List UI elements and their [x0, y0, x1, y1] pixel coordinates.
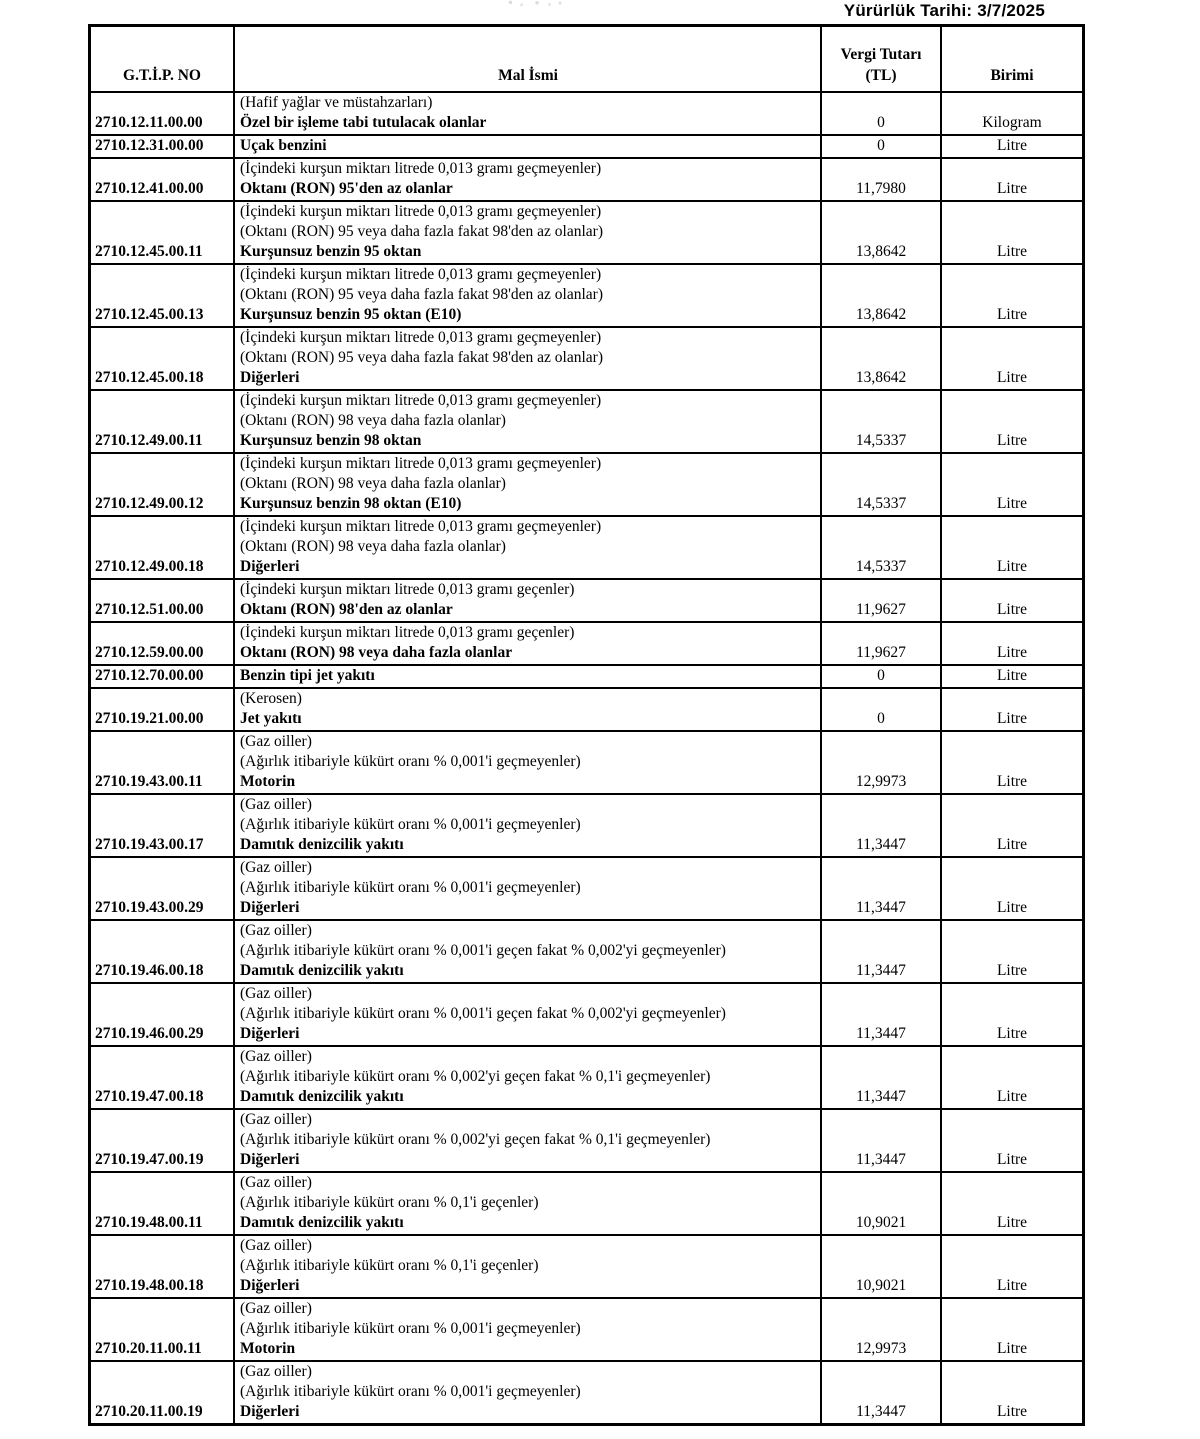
desc-lines — [240, 623, 816, 643]
cell-product-desc — [235, 1299, 822, 1360]
table-row — [91, 982, 1082, 1045]
tax-amount: 0 — [877, 710, 885, 727]
cell-unit — [942, 1236, 1082, 1297]
cell-unit — [942, 1110, 1082, 1171]
desc-line: (Ağırlık itibariyle kükürt oranı % 0,001'i geçmeyenler) — [240, 753, 581, 770]
desc-lines — [240, 984, 816, 1024]
effective-date-label: Yürürlük Tarihi: 3/7/2025 — [843, 1, 1045, 20]
cell-product-desc — [235, 159, 822, 200]
tax-amount: 13,8642 — [855, 369, 907, 386]
cell-tax-amount — [822, 984, 942, 1045]
cell-tax-amount — [822, 136, 942, 157]
product-name: Kurşunsuz benzin 95 oktan — [240, 243, 422, 260]
tax-amount: 14,5337 — [855, 495, 907, 512]
cell-gtip-code — [91, 93, 235, 134]
desc-lines — [240, 454, 816, 494]
desc-line: (İçindeki kurşun miktarı litrede 0,013 gramı geçmeyenler) — [240, 329, 602, 346]
desc-line: (Ağırlık itibariyle kükürt oranı % 0,001'i geçmeyenler) — [240, 879, 581, 896]
gtip-code: 2710.12.31.00.00 — [95, 137, 204, 154]
header-birimi-label: Birimi — [990, 67, 1034, 84]
desc-line: (Ağırlık itibariyle kükürt oranı % 0,001'i geçmeyenler) — [240, 816, 581, 833]
desc-line: (Gaz oiller) — [240, 1300, 312, 1317]
tax-amount: 11,7980 — [856, 180, 906, 197]
cell-tax-amount — [822, 159, 942, 200]
desc-lines — [240, 1047, 816, 1087]
product-name: Oktanı (RON) 98'den az olanlar — [240, 601, 453, 618]
gtip-code: 2710.20.11.00.11 — [95, 1340, 202, 1357]
cell-product-desc — [235, 454, 822, 515]
desc-lines — [240, 580, 816, 600]
cell-unit — [942, 858, 1082, 919]
desc-line: (Gaz oiller) — [240, 1237, 312, 1254]
tax-amount: 14,5337 — [855, 432, 907, 449]
unit-value: Litre — [996, 306, 1028, 323]
desc-lines — [240, 1362, 816, 1402]
desc-lines — [240, 732, 816, 772]
product-name: Diğerleri — [240, 369, 300, 386]
table-row — [91, 1234, 1082, 1297]
desc-line: (İçindeki kurşun miktarı litrede 0,013 gramı geçmeyenler) — [240, 160, 602, 177]
desc-lines — [240, 159, 816, 179]
cell-product-desc — [235, 202, 822, 263]
cell-gtip-code — [91, 1173, 235, 1234]
header-cell-gtip-no — [91, 27, 235, 91]
unit-value: Litre — [996, 558, 1028, 575]
gtip-code: 2710.12.45.00.13 — [95, 306, 204, 323]
table-row — [91, 664, 1082, 687]
cell-unit — [942, 1173, 1082, 1234]
table-row — [91, 793, 1082, 856]
gtip-code: 2710.19.48.00.18 — [95, 1277, 204, 1294]
header-cell-birimi — [942, 27, 1082, 91]
cell-tax-amount — [822, 1110, 942, 1171]
cell-tax-amount — [822, 732, 942, 793]
gtip-code: 2710.12.51.00.00 — [95, 601, 204, 618]
desc-line: (Kerosen) — [240, 690, 302, 707]
unit-value: Litre — [996, 369, 1028, 386]
cell-unit — [942, 984, 1082, 1045]
cell-unit — [942, 580, 1082, 621]
unit-value: Litre — [996, 1025, 1028, 1042]
unit-value: Litre — [996, 137, 1028, 154]
gtip-code: 2710.19.46.00.29 — [95, 1025, 204, 1042]
cell-tax-amount — [822, 689, 942, 730]
tax-amount: 12,9973 — [855, 773, 907, 790]
desc-lines — [240, 795, 816, 835]
cell-product-desc — [235, 265, 822, 326]
desc-lines — [240, 391, 816, 431]
unit-value: Kilogram — [982, 114, 1042, 131]
gtip-code: 2710.19.21.00.00 — [95, 710, 204, 727]
cell-product-desc — [235, 984, 822, 1045]
gtip-code: 2710.12.45.00.11 — [95, 243, 203, 260]
tariff-table — [88, 24, 1085, 1426]
table-row — [91, 389, 1082, 452]
gtip-code: 2710.12.11.00.00 — [95, 114, 203, 131]
cell-product-desc — [235, 921, 822, 982]
cell-unit — [942, 391, 1082, 452]
product-name: Jet yakıtı — [240, 710, 302, 727]
product-name: Damıtık denizcilik yakıtı — [240, 1088, 404, 1105]
cell-unit — [942, 623, 1082, 664]
unit-value: Litre — [996, 1088, 1028, 1105]
cell-tax-amount — [822, 795, 942, 856]
product-name: Diğerleri — [240, 558, 300, 575]
gtip-code: 2710.12.59.00.00 — [95, 644, 204, 661]
unit-value: Litre — [996, 432, 1028, 449]
cell-product-desc — [235, 328, 822, 389]
desc-line: (Oktanı (RON) 95 veya daha fazla fakat 98'den az olanlar) — [240, 286, 604, 303]
gtip-code: 2710.19.48.00.11 — [95, 1214, 203, 1231]
table-row — [91, 919, 1082, 982]
cell-unit — [942, 1299, 1082, 1360]
unit-value: Litre — [996, 644, 1028, 661]
gtip-code: 2710.12.41.00.00 — [95, 180, 204, 197]
tax-amount: 11,3447 — [856, 1151, 906, 1168]
desc-line: (İçindeki kurşun miktarı litrede 0,013 gramı geçmeyenler) — [240, 203, 602, 220]
product-name: Kurşunsuz benzin 98 oktan (E10) — [240, 495, 462, 512]
product-name: Özel bir işleme tabi tutulacak olanlar — [240, 114, 487, 131]
tax-amount: 11,3447 — [856, 1403, 906, 1420]
tax-amount: 0 — [877, 137, 885, 154]
tax-amount: 11,3447 — [856, 1088, 906, 1105]
desc-line: (İçindeki kurşun miktarı litrede 0,013 gramı geçenler) — [240, 624, 575, 641]
table-row — [91, 515, 1082, 578]
header-cell-vergi-tutari — [822, 27, 942, 91]
cell-unit — [942, 517, 1082, 578]
cell-product-desc — [235, 136, 822, 157]
desc-line: (Gaz oiller) — [240, 1111, 312, 1128]
cell-product-desc — [235, 689, 822, 730]
cell-unit — [942, 136, 1082, 157]
desc-line: (Ağırlık itibariyle kükürt oranı % 0,001'i geçen fakat % 0,002'yi geçmeyenler) — [240, 942, 726, 959]
desc-lines — [240, 1173, 816, 1213]
cell-product-desc — [235, 732, 822, 793]
desc-line: (Gaz oiller) — [240, 796, 312, 813]
tax-amount: 11,3447 — [856, 1025, 906, 1042]
desc-line: (Ağırlık itibariyle kükürt oranı % 0,1'i geçenler) — [240, 1194, 539, 1211]
desc-line: (Ağırlık itibariyle kükürt oranı % 0,002'yi geçen fakat % 0,1'i geçmeyenler) — [240, 1068, 711, 1085]
desc-line: (Gaz oiller) — [240, 985, 312, 1002]
cell-product-desc — [235, 1173, 822, 1234]
header-vergi-line1: Vergi Tutarı — [840, 46, 922, 63]
cell-tax-amount — [822, 454, 942, 515]
cell-gtip-code — [91, 1110, 235, 1171]
clipped-text-fragment — [503, 0, 565, 8]
product-name: Diğerleri — [240, 899, 300, 916]
cell-tax-amount — [822, 1236, 942, 1297]
cell-product-desc — [235, 517, 822, 578]
header-vergi-line2: (TL) — [865, 67, 897, 84]
cell-gtip-code — [91, 517, 235, 578]
unit-value: Litre — [996, 773, 1028, 790]
unit-value: Litre — [996, 1214, 1028, 1231]
tax-amount: 10,9021 — [855, 1277, 907, 1294]
cell-product-desc — [235, 1362, 822, 1423]
table-row — [91, 1360, 1082, 1423]
cell-tax-amount — [822, 328, 942, 389]
cell-gtip-code — [91, 623, 235, 664]
desc-lines — [240, 93, 816, 113]
unit-value: Litre — [996, 667, 1028, 684]
gtip-code: 2710.19.43.00.17 — [95, 836, 204, 853]
gtip-code: 2710.12.49.00.12 — [95, 495, 204, 512]
gtip-code: 2710.19.43.00.11 — [95, 773, 203, 790]
desc-lines — [240, 202, 816, 242]
tax-amount: 11,3447 — [856, 836, 906, 853]
product-name: Benzin tipi jet yakıtı — [240, 667, 375, 684]
gtip-code: 2710.12.49.00.18 — [95, 558, 204, 575]
table-row — [91, 578, 1082, 621]
cell-unit — [942, 454, 1082, 515]
tax-amount: 0 — [877, 667, 885, 684]
cell-gtip-code — [91, 732, 235, 793]
unit-value: Litre — [996, 495, 1028, 512]
product-name: Uçak benzini — [240, 137, 327, 154]
gtip-code: 2710.19.43.00.29 — [95, 899, 204, 916]
cell-tax-amount — [822, 517, 942, 578]
cell-product-desc — [235, 666, 822, 687]
table-row — [91, 621, 1082, 664]
table-row — [91, 91, 1082, 134]
cell-tax-amount — [822, 858, 942, 919]
desc-line: (Oktanı (RON) 95 veya daha fazla fakat 98'den az olanlar) — [240, 223, 604, 240]
tax-amount: 0 — [877, 114, 885, 131]
cell-gtip-code — [91, 1299, 235, 1360]
cell-unit — [942, 1047, 1082, 1108]
cell-gtip-code — [91, 580, 235, 621]
cell-unit — [942, 795, 1082, 856]
table-row — [91, 1297, 1082, 1360]
table-row — [91, 134, 1082, 157]
cell-tax-amount — [822, 391, 942, 452]
table-row — [91, 1045, 1082, 1108]
table-row — [91, 263, 1082, 326]
table-row — [91, 157, 1082, 200]
cell-gtip-code — [91, 265, 235, 326]
cell-gtip-code — [91, 159, 235, 200]
desc-lines — [240, 328, 816, 368]
unit-value: Litre — [996, 1403, 1028, 1420]
header-mal-ismi-label: Mal İsmi — [498, 67, 558, 84]
desc-lines — [240, 858, 816, 898]
header-cell-mal-ismi — [235, 27, 822, 91]
product-name: Motorin — [240, 1340, 296, 1357]
desc-line: (İçindeki kurşun miktarı litrede 0,013 gramı geçmeyenler) — [240, 455, 602, 472]
cell-tax-amount — [822, 1047, 942, 1108]
desc-lines — [240, 1299, 816, 1339]
cell-gtip-code — [91, 689, 235, 730]
desc-line: (Ağırlık itibariyle kükürt oranı % 0,002'yi geçen fakat % 0,1'i geçmeyenler) — [240, 1131, 711, 1148]
cell-tax-amount — [822, 580, 942, 621]
cell-unit — [942, 328, 1082, 389]
gtip-code: 2710.12.70.00.00 — [95, 667, 204, 684]
cell-tax-amount — [822, 623, 942, 664]
cell-tax-amount — [822, 93, 942, 134]
unit-value: Litre — [996, 243, 1028, 260]
desc-line: (İçindeki kurşun miktarı litrede 0,013 gramı geçmeyenler) — [240, 266, 602, 283]
cell-gtip-code — [91, 1362, 235, 1423]
cell-gtip-code — [91, 202, 235, 263]
table-row — [91, 452, 1082, 515]
tax-amount: 12,9973 — [855, 1340, 907, 1357]
desc-line: (Ağırlık itibariyle kükürt oranı % 0,1'i geçenler) — [240, 1257, 539, 1274]
desc-line: (Ağırlık itibariyle kükürt oranı % 0,001'i geçmeyenler) — [240, 1320, 581, 1337]
unit-value: Litre — [996, 836, 1028, 853]
gtip-code: 2710.19.46.00.18 — [95, 962, 204, 979]
unit-value: Litre — [996, 710, 1028, 727]
unit-value: Litre — [996, 601, 1028, 618]
cell-unit — [942, 93, 1082, 134]
cell-unit — [942, 921, 1082, 982]
desc-line: (Gaz oiller) — [240, 859, 312, 876]
table-row — [91, 326, 1082, 389]
desc-line: (İçindeki kurşun miktarı litrede 0,013 gramı geçmeyenler) — [240, 518, 602, 535]
cell-tax-amount — [822, 666, 942, 687]
desc-line: (Oktanı (RON) 98 veya daha fazla olanlar) — [240, 412, 506, 429]
product-name: Damıtık denizcilik yakıtı — [240, 836, 404, 853]
cell-unit — [942, 202, 1082, 263]
cell-unit — [942, 159, 1082, 200]
table-row — [91, 1171, 1082, 1234]
cell-tax-amount — [822, 1173, 942, 1234]
cell-tax-amount — [822, 202, 942, 263]
cell-unit — [942, 689, 1082, 730]
tax-amount: 11,3447 — [856, 962, 906, 979]
unit-value: Litre — [996, 1277, 1028, 1294]
product-name: Oktanı (RON) 98 veya daha fazla olanlar — [240, 644, 513, 661]
desc-line: (Gaz oiller) — [240, 733, 312, 750]
product-name: Diğerleri — [240, 1277, 300, 1294]
desc-line: (İçindeki kurşun miktarı litrede 0,013 gramı geçmeyenler) — [240, 392, 602, 409]
desc-line: (Gaz oiller) — [240, 922, 312, 939]
cell-product-desc — [235, 795, 822, 856]
header-gtip-label: G.T.İ.P. NO — [123, 67, 201, 84]
cell-gtip-code — [91, 921, 235, 982]
table-row — [91, 856, 1082, 919]
cell-unit — [942, 265, 1082, 326]
cell-gtip-code — [91, 1236, 235, 1297]
unit-value: Litre — [996, 1340, 1028, 1357]
table-row — [91, 1108, 1082, 1171]
gtip-code: 2710.20.11.00.19 — [95, 1403, 203, 1420]
cell-gtip-code — [91, 984, 235, 1045]
desc-lines — [240, 517, 816, 557]
unit-value: Litre — [996, 1151, 1028, 1168]
cell-gtip-code — [91, 454, 235, 515]
tax-amount: 11,9627 — [856, 644, 906, 661]
cell-tax-amount — [822, 921, 942, 982]
table-row — [91, 687, 1082, 730]
unit-value: Litre — [996, 962, 1028, 979]
desc-line: (Oktanı (RON) 98 veya daha fazla olanlar) — [240, 475, 506, 492]
cell-gtip-code — [91, 136, 235, 157]
cell-unit — [942, 732, 1082, 793]
cell-product-desc — [235, 580, 822, 621]
cell-gtip-code — [91, 391, 235, 452]
cell-product-desc — [235, 1110, 822, 1171]
tax-amount: 11,3447 — [856, 899, 906, 916]
product-name: Kurşunsuz benzin 95 oktan (E10) — [240, 306, 462, 323]
desc-lines — [240, 689, 816, 709]
gtip-code: 2710.19.47.00.18 — [95, 1088, 204, 1105]
desc-line: (Hafif yağlar ve müstahzarları) — [240, 94, 433, 111]
desc-line: (Gaz oiller) — [240, 1363, 312, 1380]
cell-product-desc — [235, 623, 822, 664]
gtip-code: 2710.19.47.00.19 — [95, 1151, 204, 1168]
cell-product-desc — [235, 858, 822, 919]
desc-line: (Gaz oiller) — [240, 1048, 312, 1065]
cell-product-desc — [235, 1236, 822, 1297]
desc-lines — [240, 921, 816, 961]
table-body — [91, 91, 1082, 1423]
gtip-code: 2710.12.49.00.11 — [95, 432, 203, 449]
cell-tax-amount — [822, 265, 942, 326]
cell-tax-amount — [822, 1299, 942, 1360]
cell-gtip-code — [91, 795, 235, 856]
tax-amount: 14,5337 — [855, 558, 907, 575]
product-name: Motorin — [240, 773, 296, 790]
cell-unit — [942, 666, 1082, 687]
tax-amount: 13,8642 — [855, 306, 907, 323]
cell-product-desc — [235, 391, 822, 452]
desc-line: (İçindeki kurşun miktarı litrede 0,013 gramı geçenler) — [240, 581, 575, 598]
tax-amount: 11,9627 — [856, 601, 906, 618]
table-row — [91, 730, 1082, 793]
unit-value: Litre — [996, 180, 1028, 197]
desc-line: (Gaz oiller) — [240, 1174, 312, 1191]
cell-unit — [942, 1362, 1082, 1423]
product-name: Damıtık denizcilik yakıtı — [240, 962, 404, 979]
unit-value: Litre — [996, 899, 1028, 916]
cell-product-desc — [235, 1047, 822, 1108]
cell-product-desc — [235, 93, 822, 134]
cell-gtip-code — [91, 858, 235, 919]
desc-lines — [240, 265, 816, 305]
product-name: Diğerleri — [240, 1403, 300, 1420]
product-name: Diğerleri — [240, 1151, 300, 1168]
tax-amount: 13,8642 — [855, 243, 907, 260]
cell-gtip-code — [91, 328, 235, 389]
desc-lines — [240, 1110, 816, 1150]
gtip-code: 2710.12.45.00.18 — [95, 369, 204, 386]
cell-gtip-code — [91, 1047, 235, 1108]
desc-lines — [240, 1236, 816, 1276]
desc-line: (Ağırlık itibariyle kükürt oranı % 0,001'i geçen fakat % 0,002'yi geçmeyenler) — [240, 1005, 726, 1022]
cell-gtip-code — [91, 666, 235, 687]
product-name: Kurşunsuz benzin 98 oktan — [240, 432, 422, 449]
product-name: Oktanı (RON) 95'den az olanlar — [240, 180, 453, 197]
table-header-row — [91, 27, 1082, 91]
table-row — [91, 200, 1082, 263]
cell-tax-amount — [822, 1362, 942, 1423]
tax-amount: 10,9021 — [855, 1214, 907, 1231]
desc-line: (Oktanı (RON) 98 veya daha fazla olanlar) — [240, 538, 506, 555]
desc-line: (Ağırlık itibariyle kükürt oranı % 0,001'i geçmeyenler) — [240, 1383, 581, 1400]
product-name: Damıtık denizcilik yakıtı — [240, 1214, 404, 1231]
desc-line: (Oktanı (RON) 95 veya daha fazla fakat 98'den az olanlar) — [240, 349, 604, 366]
product-name: Diğerleri — [240, 1025, 300, 1042]
